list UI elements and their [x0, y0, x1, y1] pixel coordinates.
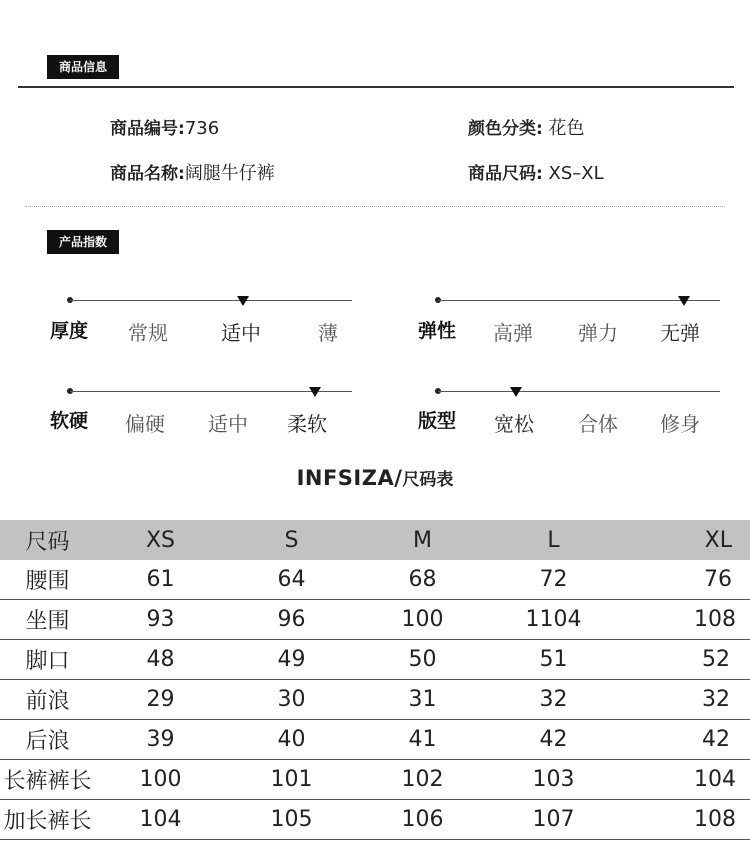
row-label: 长裤裤长 [0, 760, 95, 800]
index-option-selected: 适中 [221, 321, 261, 345]
item-size-value: XS–XL [548, 163, 604, 184]
index-option-selected: 宽松 [494, 412, 534, 436]
table-cell: 104 [95, 800, 226, 840]
size-chart-heading: 尺码表 [402, 470, 454, 490]
header-cell: M [357, 520, 488, 560]
header-cell: L [488, 520, 619, 560]
table-cell: 68 [357, 560, 488, 600]
item-number [110, 114, 219, 139]
scale-marker-icon [309, 387, 321, 397]
table-cell: 104 [619, 760, 750, 800]
index-option-selected: 柔软 [287, 412, 327, 436]
item-color-value: 花色 [548, 118, 585, 139]
table-cell: 41 [357, 720, 488, 760]
table-cell: 103 [488, 760, 619, 800]
item-color-label: 颜色分类: [468, 119, 543, 139]
table-cell: 108 [619, 800, 750, 840]
table-cell: 31 [357, 680, 488, 720]
table-cell: 102 [357, 760, 488, 800]
index-label: 厚度 [50, 320, 89, 342]
index-label: 软硬 [50, 410, 89, 432]
table-cell: 100 [95, 760, 226, 800]
row-label: 脚口 [0, 640, 95, 680]
table-cell: 107 [488, 800, 619, 840]
scale-marker-icon [678, 296, 690, 306]
table-cell: 1104 [488, 600, 619, 640]
scale-line [438, 391, 720, 392]
section-divider [18, 86, 734, 88]
item-name-label: 商品名称: [110, 164, 185, 184]
index-option-selected: 无弹 [660, 321, 700, 345]
table-cell: 105 [226, 800, 357, 840]
table-cell: 106 [357, 800, 488, 840]
table-cell: 72 [488, 560, 619, 600]
table-row [0, 720, 750, 760]
table-cell: 76 [619, 560, 750, 600]
row-label: 腰围 [0, 560, 95, 600]
header-cell: S [226, 520, 357, 560]
row-label: 前浪 [0, 680, 95, 720]
table-cell: 32 [619, 680, 750, 720]
brand-name: INFSIZA/ [296, 466, 403, 490]
size-chart-title [0, 465, 750, 490]
header-cell: XL [619, 520, 750, 560]
scale-line [70, 300, 352, 301]
size-table [0, 520, 750, 840]
table-cell: 100 [357, 600, 488, 640]
table-row [0, 680, 750, 720]
header-cell: 尺码 [0, 520, 95, 560]
row-label: 后浪 [0, 720, 95, 760]
table-cell: 64 [226, 560, 357, 600]
index-option: 薄 [318, 321, 338, 345]
table-row [0, 560, 750, 600]
index-option: 弹力 [578, 321, 618, 345]
size-table-header [0, 520, 750, 560]
index-option: 高弹 [493, 321, 533, 345]
scale-marker-icon [510, 387, 522, 397]
dotted-divider [25, 206, 725, 207]
table-cell: 101 [226, 760, 357, 800]
index-option: 常规 [128, 321, 168, 345]
table-cell: 39 [95, 720, 226, 760]
table-cell: 50 [357, 640, 488, 680]
table-cell: 96 [226, 600, 357, 640]
row-label: 坐围 [0, 600, 95, 640]
item-name-value: 阔腿牛仔裤 [184, 163, 275, 184]
index-label: 版型 [418, 410, 457, 432]
section-tag-product-index: 产品指数 [47, 230, 119, 254]
index-option: 偏硬 [125, 412, 165, 436]
table-row [0, 760, 750, 800]
table-row [0, 800, 750, 840]
index-option: 适中 [208, 412, 248, 436]
table-cell: 93 [95, 600, 226, 640]
table-row [0, 600, 750, 640]
item-size [468, 159, 604, 184]
index-option: 修身 [660, 412, 700, 436]
table-cell: 32 [488, 680, 619, 720]
table-cell: 49 [226, 640, 357, 680]
table-cell: 30 [226, 680, 357, 720]
table-cell: 29 [95, 680, 226, 720]
table-cell: 52 [619, 640, 750, 680]
scale-marker-icon [237, 296, 249, 306]
section-tag-product-info: 商品信息 [47, 55, 119, 79]
item-color [468, 114, 585, 140]
item-size-label: 商品尺码: [468, 164, 543, 184]
item-name [110, 159, 275, 185]
item-number-value: 736 [184, 118, 220, 139]
table-cell: 51 [488, 640, 619, 680]
table-cell: 42 [619, 720, 750, 760]
table-cell: 40 [226, 720, 357, 760]
table-cell: 61 [95, 560, 226, 600]
index-option: 合体 [578, 412, 618, 436]
table-row [0, 640, 750, 680]
item-number-label: 商品编号: [110, 119, 185, 139]
index-label: 弹性 [418, 320, 457, 342]
table-cell: 108 [619, 600, 750, 640]
header-cell: XS [95, 520, 226, 560]
table-cell: 48 [95, 640, 226, 680]
table-cell: 42 [488, 720, 619, 760]
row-label: 加长裤长 [0, 800, 95, 840]
